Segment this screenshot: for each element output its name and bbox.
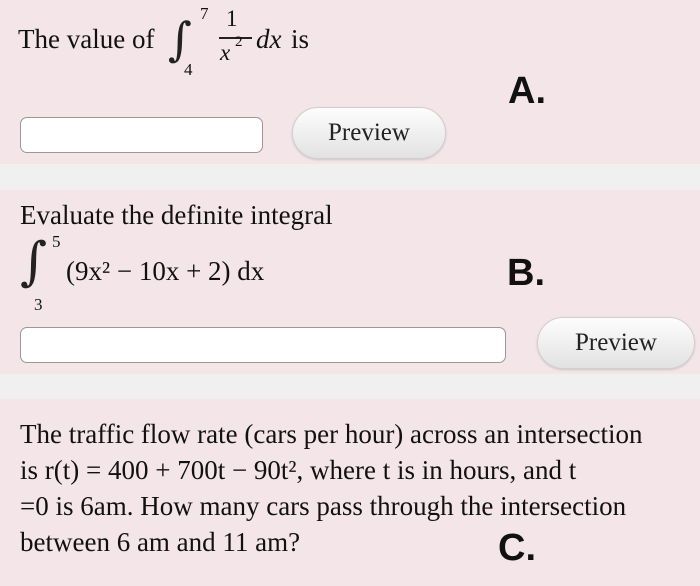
preview-button-a[interactable]	[292, 107, 446, 159]
upper-limit-a: 7	[200, 4, 209, 23]
differential-a: dx	[256, 24, 282, 54]
fraction-denominator-base-a: x	[220, 40, 231, 65]
label-c: C.	[498, 527, 536, 569]
question-card-b	[0, 190, 700, 374]
integral-sign-a: ∫	[168, 12, 192, 66]
preview-button-a-label: Preview	[328, 119, 410, 146]
preview-button-b-label: Preview	[575, 329, 657, 356]
answer-input-a[interactable]	[20, 117, 263, 153]
lower-limit-a: 4	[184, 60, 193, 79]
answer-input-b[interactable]	[20, 327, 506, 363]
question-c-line-4: between 6 am and 11 am?	[20, 527, 301, 557]
question-c-line-1: The traffic flow rate (cars per hour) across an intersection	[20, 419, 643, 449]
integral-sign-b: ∫	[20, 232, 48, 292]
question-c-line-3: =0 is 6am. How many cars pass through the intersection	[20, 491, 627, 521]
upper-limit-b: 5	[52, 232, 61, 251]
lower-limit-b: 3	[34, 295, 43, 314]
question-b-prompt: Evaluate the definite integral	[20, 200, 333, 230]
question-a-text-after: is	[291, 24, 310, 54]
question-c-line-2: is r(t) = 400 + 700t − 90t², where t is in hours, and t	[20, 455, 577, 485]
fraction-numerator-a: 1	[226, 6, 238, 31]
preview-button-b[interactable]	[537, 317, 695, 369]
question-a-text-before: The value of	[18, 24, 155, 54]
question-card-a	[0, 0, 700, 164]
label-a: A.	[508, 70, 546, 112]
question-card-c	[0, 399, 700, 586]
label-b: B.	[507, 252, 545, 294]
fraction-denominator-exp-a: 2	[235, 34, 243, 50]
integrand-b: (9x² − 10x + 2) dx	[66, 256, 265, 286]
